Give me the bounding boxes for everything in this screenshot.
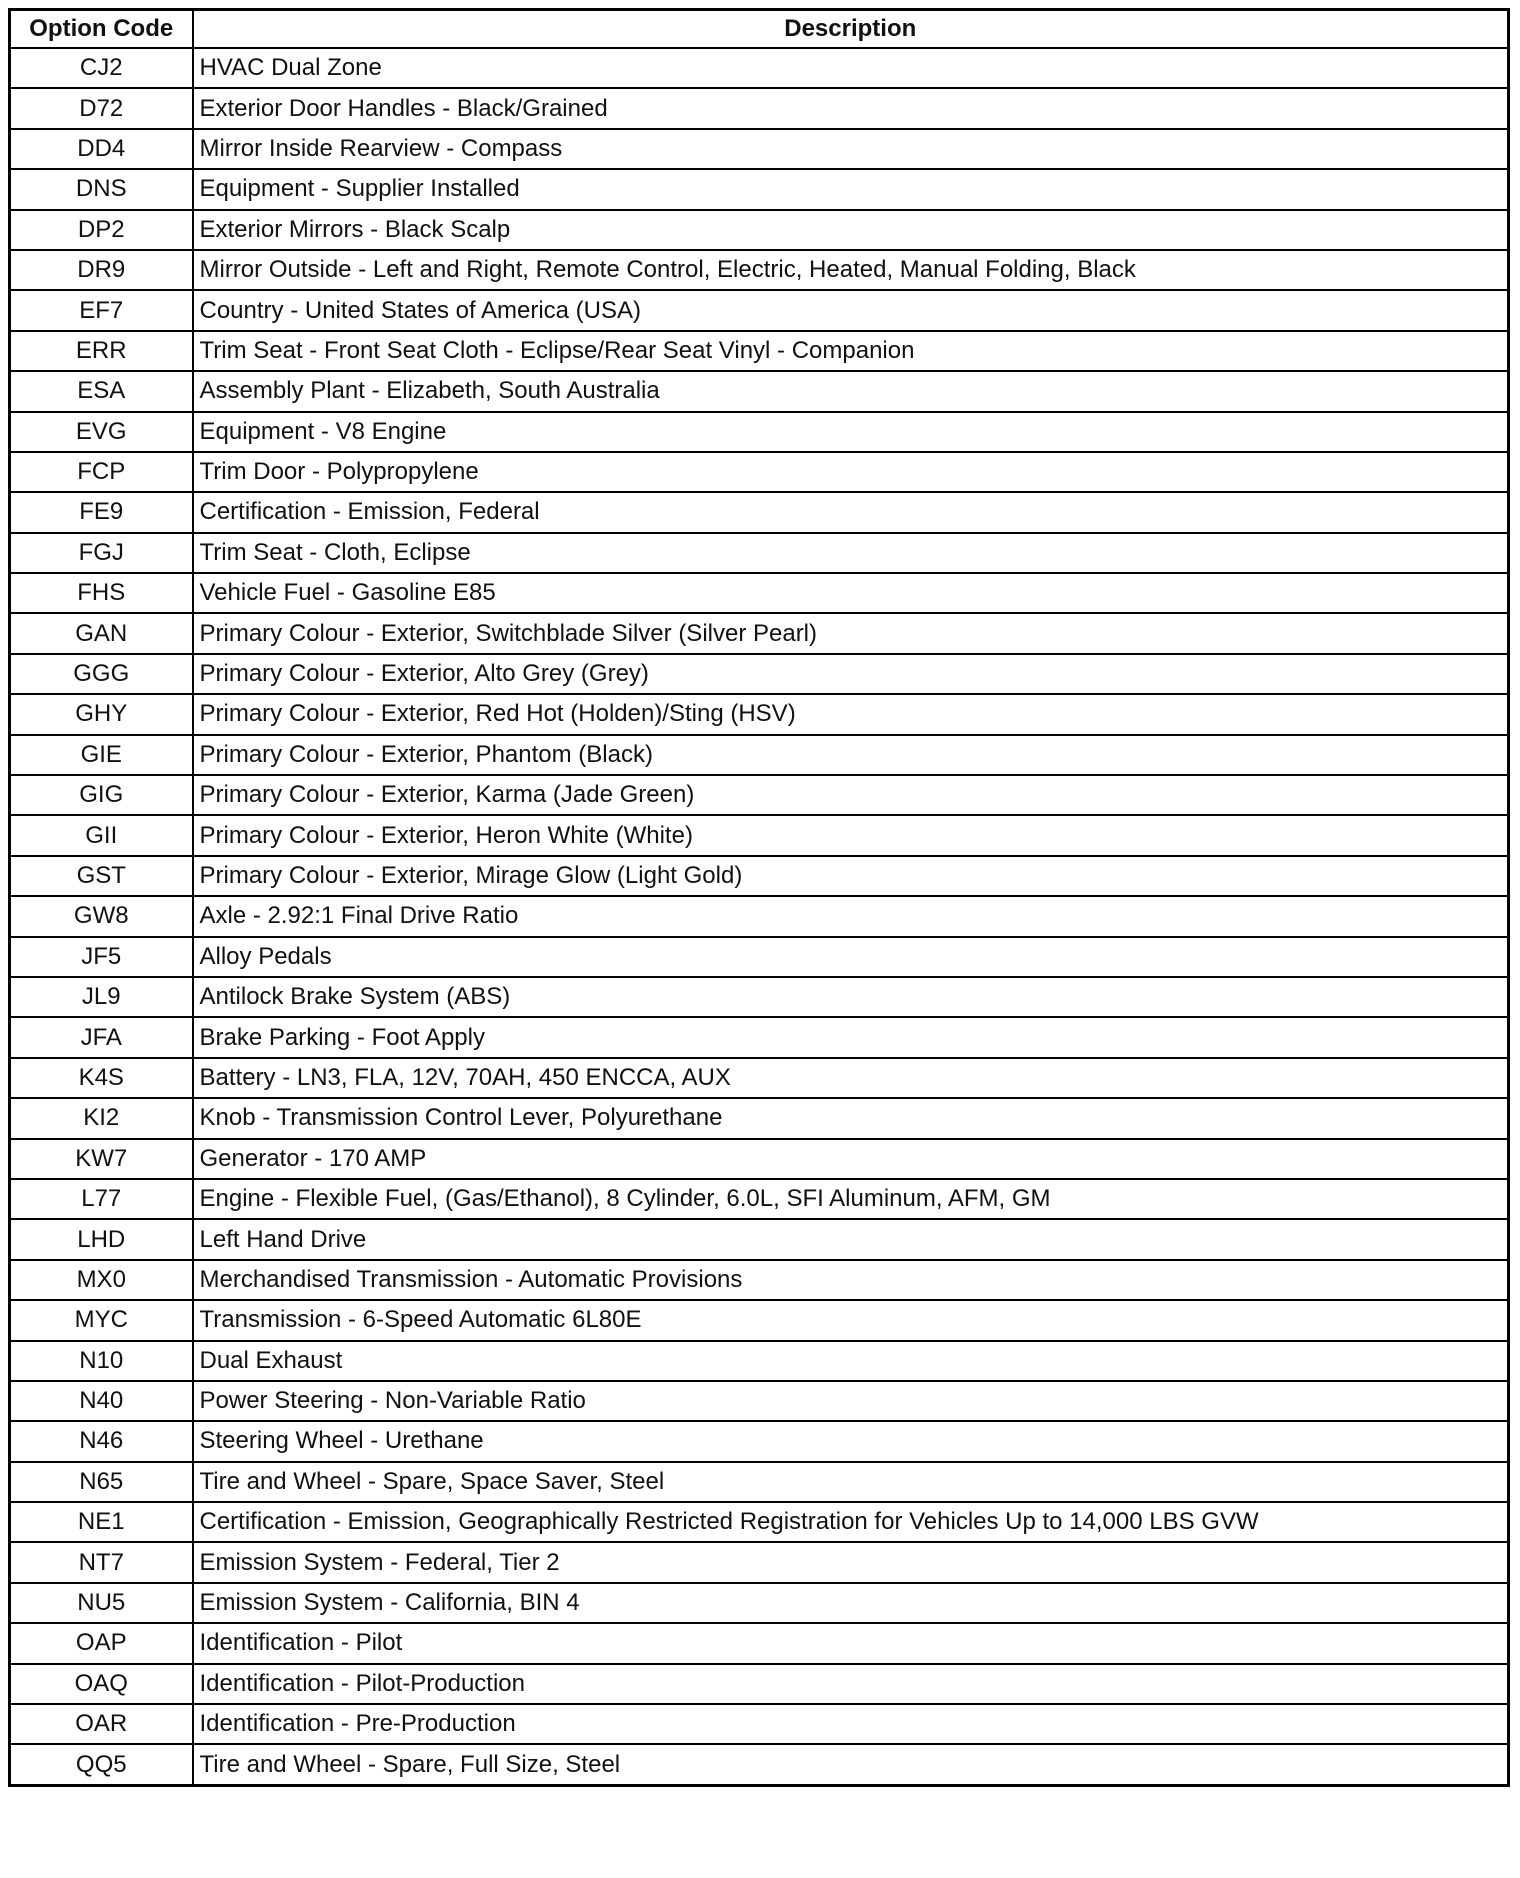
- description-cell: Power Steering - Non-Variable Ratio: [193, 1381, 1509, 1421]
- table-body: [10, 48, 1509, 1785]
- description-cell: Certification - Emission, Federal: [193, 492, 1509, 532]
- option-code-cell: EF7: [10, 290, 193, 330]
- description-cell: Identification - Pilot-Production: [193, 1664, 1509, 1704]
- option-code-cell: K4S: [10, 1058, 193, 1098]
- option-code-table: [8, 8, 1510, 1787]
- option-code-cell: KW7: [10, 1139, 193, 1179]
- description-cell: Trim Seat - Front Seat Cloth - Eclipse/Rear Seat Vinyl - Companion: [193, 331, 1509, 371]
- table-row: [10, 1139, 1509, 1179]
- option-code-sheet: [8, 8, 1510, 1787]
- table-row: [10, 1704, 1509, 1744]
- option-code-cell: L77: [10, 1179, 193, 1219]
- option-code-cell: N46: [10, 1421, 193, 1461]
- option-code-cell: D72: [10, 88, 193, 128]
- table-row: [10, 250, 1509, 290]
- table-row: [10, 654, 1509, 694]
- description-cell: Emission System - Federal, Tier 2: [193, 1542, 1509, 1582]
- option-code-cell: KI2: [10, 1098, 193, 1138]
- option-code-cell: ESA: [10, 371, 193, 411]
- description-cell: Brake Parking - Foot Apply: [193, 1017, 1509, 1057]
- table-row: [10, 129, 1509, 169]
- option-code-cell: NT7: [10, 1542, 193, 1582]
- table-row: [10, 412, 1509, 452]
- description-cell: Antilock Brake System (ABS): [193, 977, 1509, 1017]
- description-cell: Exterior Door Handles - Black/Grained: [193, 88, 1509, 128]
- description-cell: Trim Seat - Cloth, Eclipse: [193, 533, 1509, 573]
- option-code-cell: OAQ: [10, 1664, 193, 1704]
- option-code-cell: GW8: [10, 896, 193, 936]
- description-cell: Tire and Wheel - Spare, Full Size, Steel: [193, 1744, 1509, 1785]
- description-cell: Transmission - 6-Speed Automatic 6L80E: [193, 1300, 1509, 1340]
- table-row: [10, 937, 1509, 977]
- table-row: [10, 1664, 1509, 1704]
- option-code-cell: GAN: [10, 613, 193, 653]
- option-code-cell: GHY: [10, 694, 193, 734]
- option-code-cell: GII: [10, 815, 193, 855]
- table-row: [10, 48, 1509, 88]
- description-cell: Identification - Pre-Production: [193, 1704, 1509, 1744]
- option-code-cell: FGJ: [10, 533, 193, 573]
- table-row: [10, 371, 1509, 411]
- option-code-cell: GIG: [10, 775, 193, 815]
- table-row: [10, 1502, 1509, 1542]
- option-code-cell: JL9: [10, 977, 193, 1017]
- table-row: [10, 290, 1509, 330]
- option-code-cell: EVG: [10, 412, 193, 452]
- description-cell: Tire and Wheel - Spare, Space Saver, Steel: [193, 1462, 1509, 1502]
- description-header: Description: [193, 10, 1509, 49]
- table-row: [10, 492, 1509, 532]
- option-code-cell: OAR: [10, 1704, 193, 1744]
- description-cell: Trim Door - Polypropylene: [193, 452, 1509, 492]
- table-row: [10, 533, 1509, 573]
- table-header-row: [10, 10, 1509, 49]
- description-cell: Assembly Plant - Elizabeth, South Australia: [193, 371, 1509, 411]
- description-cell: Certification - Emission, Geographically Restricted Registration for Vehicles Up to 14,000 LBS GVW: [193, 1502, 1509, 1542]
- table-row: [10, 977, 1509, 1017]
- description-cell: Dual Exhaust: [193, 1341, 1509, 1381]
- description-cell: Equipment - Supplier Installed: [193, 169, 1509, 209]
- table-row: [10, 1381, 1509, 1421]
- table-row: [10, 815, 1509, 855]
- table-row: [10, 1098, 1509, 1138]
- option-code-cell: OAP: [10, 1623, 193, 1663]
- description-cell: Axle - 2.92:1 Final Drive Ratio: [193, 896, 1509, 936]
- description-cell: Mirror Inside Rearview - Compass: [193, 129, 1509, 169]
- table-row: [10, 775, 1509, 815]
- option-code-cell: DP2: [10, 210, 193, 250]
- table-row: [10, 1058, 1509, 1098]
- description-cell: Country - United States of America (USA): [193, 290, 1509, 330]
- description-cell: Primary Colour - Exterior, Heron White (White): [193, 815, 1509, 855]
- option-code-cell: JFA: [10, 1017, 193, 1057]
- option-code-cell: DR9: [10, 250, 193, 290]
- description-cell: Left Hand Drive: [193, 1219, 1509, 1259]
- table-row: [10, 856, 1509, 896]
- option-code-cell: N65: [10, 1462, 193, 1502]
- option-code-header: Option Code: [10, 10, 193, 49]
- table-row: [10, 1623, 1509, 1663]
- table-row: [10, 452, 1509, 492]
- option-code-cell: GST: [10, 856, 193, 896]
- option-code-cell: JF5: [10, 937, 193, 977]
- description-cell: Emission System - California, BIN 4: [193, 1583, 1509, 1623]
- description-cell: Mirror Outside - Left and Right, Remote Control, Electric, Heated, Manual Folding, Black: [193, 250, 1509, 290]
- option-code-cell: N10: [10, 1341, 193, 1381]
- description-cell: Primary Colour - Exterior, Karma (Jade Green): [193, 775, 1509, 815]
- option-code-cell: FHS: [10, 573, 193, 613]
- option-code-cell: CJ2: [10, 48, 193, 88]
- description-cell: Primary Colour - Exterior, Phantom (Black): [193, 735, 1509, 775]
- option-code-cell: MYC: [10, 1300, 193, 1340]
- table-row: [10, 1462, 1509, 1502]
- option-code-cell: GGG: [10, 654, 193, 694]
- option-code-cell: NU5: [10, 1583, 193, 1623]
- table-row: [10, 1421, 1509, 1461]
- table-row: [10, 210, 1509, 250]
- table-row: [10, 1219, 1509, 1259]
- option-code-cell: QQ5: [10, 1744, 193, 1785]
- table-row: [10, 1260, 1509, 1300]
- table-row: [10, 331, 1509, 371]
- table-row: [10, 1179, 1509, 1219]
- description-cell: Equipment - V8 Engine: [193, 412, 1509, 452]
- description-cell: Primary Colour - Exterior, Mirage Glow (Light Gold): [193, 856, 1509, 896]
- table-row: [10, 613, 1509, 653]
- description-cell: Primary Colour - Exterior, Alto Grey (Grey): [193, 654, 1509, 694]
- option-code-cell: FE9: [10, 492, 193, 532]
- table-row: [10, 573, 1509, 613]
- table-row: [10, 896, 1509, 936]
- description-cell: Knob - Transmission Control Lever, Polyurethane: [193, 1098, 1509, 1138]
- option-code-cell: MX0: [10, 1260, 193, 1300]
- table-row: [10, 735, 1509, 775]
- table-row: [10, 1744, 1509, 1785]
- description-cell: Battery - LN3, FLA, 12V, 70AH, 450 ENCCA, AUX: [193, 1058, 1509, 1098]
- description-cell: HVAC Dual Zone: [193, 48, 1509, 88]
- table-row: [10, 88, 1509, 128]
- table-row: [10, 694, 1509, 734]
- option-code-cell: NE1: [10, 1502, 193, 1542]
- description-cell: Alloy Pedals: [193, 937, 1509, 977]
- option-code-cell: LHD: [10, 1219, 193, 1259]
- description-cell: Merchandised Transmission - Automatic Provisions: [193, 1260, 1509, 1300]
- table-row: [10, 169, 1509, 209]
- option-code-cell: ERR: [10, 331, 193, 371]
- description-cell: Primary Colour - Exterior, Switchblade Silver (Silver Pearl): [193, 613, 1509, 653]
- option-code-cell: FCP: [10, 452, 193, 492]
- description-cell: Steering Wheel - Urethane: [193, 1421, 1509, 1461]
- table-row: [10, 1583, 1509, 1623]
- description-cell: Identification - Pilot: [193, 1623, 1509, 1663]
- description-cell: Engine - Flexible Fuel, (Gas/Ethanol), 8 Cylinder, 6.0L, SFI Aluminum, AFM, GM: [193, 1179, 1509, 1219]
- table-row: [10, 1017, 1509, 1057]
- table-row: [10, 1542, 1509, 1582]
- table-row: [10, 1341, 1509, 1381]
- option-code-cell: N40: [10, 1381, 193, 1421]
- description-cell: Generator - 170 AMP: [193, 1139, 1509, 1179]
- description-cell: Primary Colour - Exterior, Red Hot (Holden)/Sting (HSV): [193, 694, 1509, 734]
- description-cell: Exterior Mirrors - Black Scalp: [193, 210, 1509, 250]
- description-cell: Vehicle Fuel - Gasoline E85: [193, 573, 1509, 613]
- option-code-cell: GIE: [10, 735, 193, 775]
- table-row: [10, 1300, 1509, 1340]
- option-code-cell: DNS: [10, 169, 193, 209]
- option-code-cell: DD4: [10, 129, 193, 169]
